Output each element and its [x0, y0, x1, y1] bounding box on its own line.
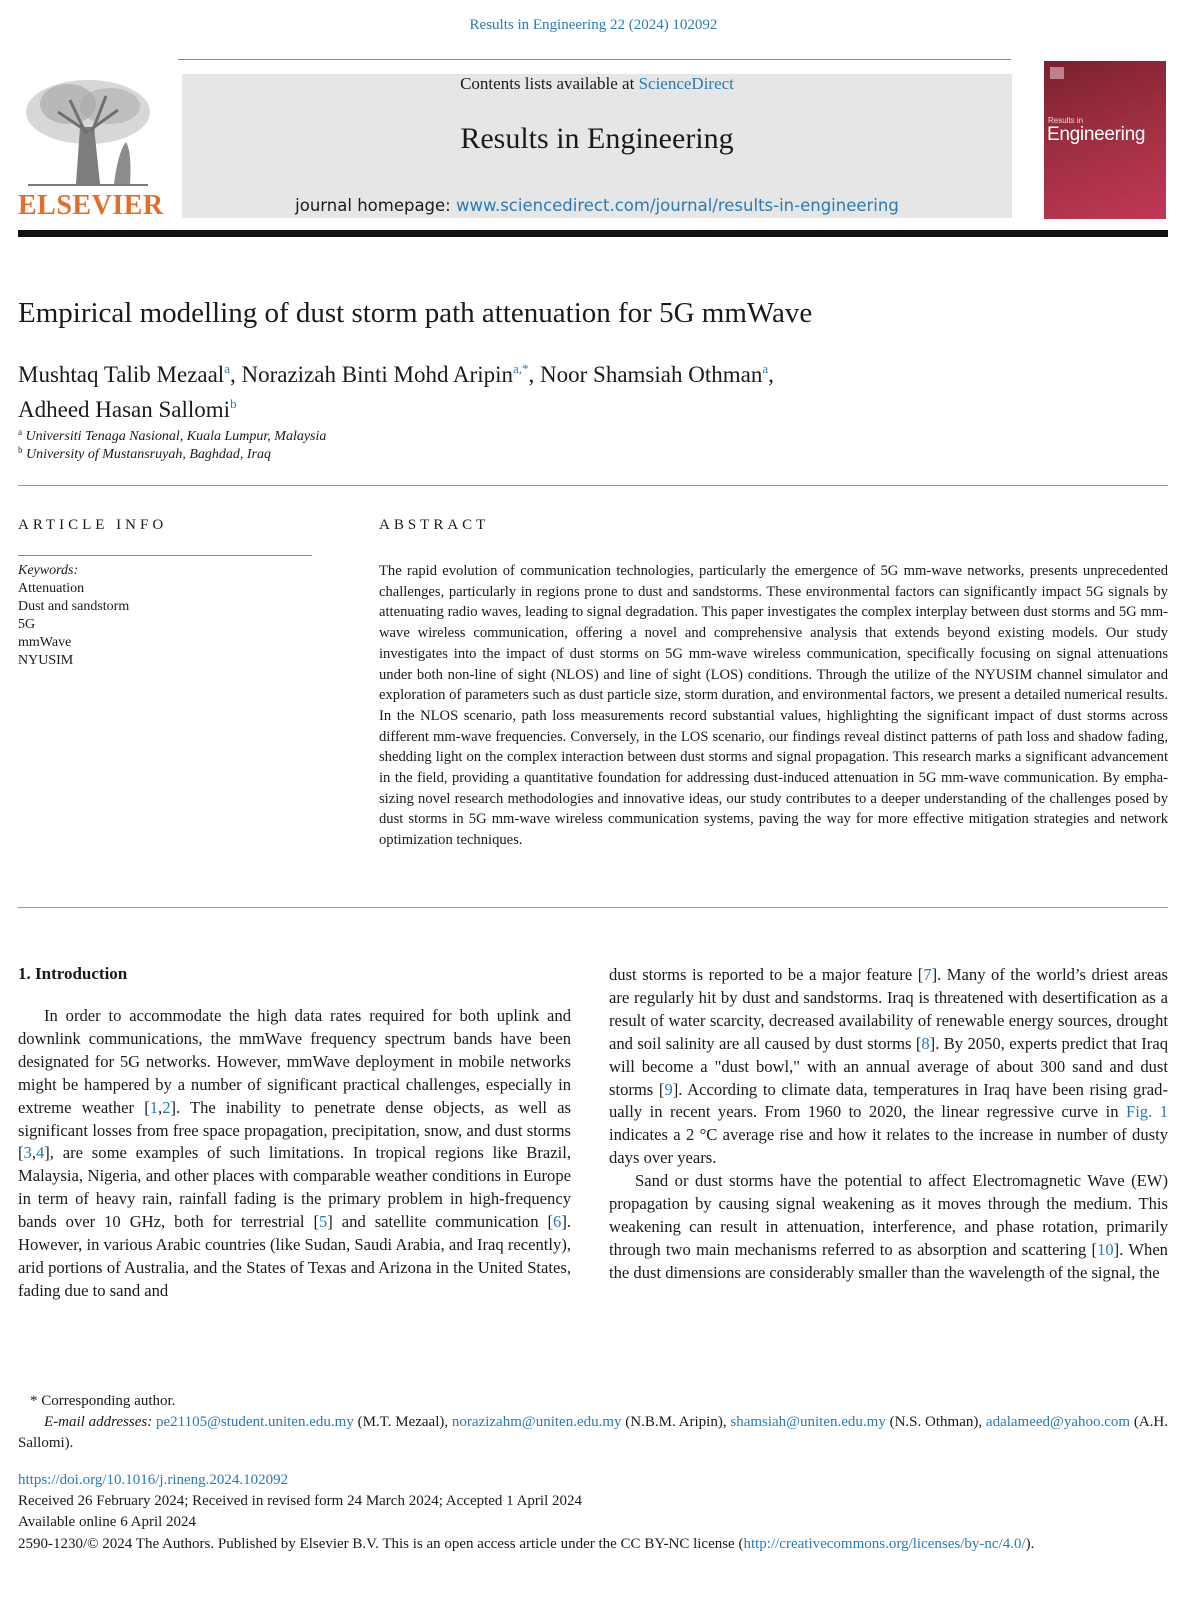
citation-link[interactable]: 8 — [921, 1033, 930, 1053]
citation-link[interactable]: 2 — [162, 1097, 171, 1117]
author-name: Mushtaq Talib Mezaal — [18, 362, 225, 387]
corresponding-author-note: * Corresponding author. — [30, 1393, 176, 1409]
license-statement: 2590-1230/© 2024 The Authors. Published by Elsevier B.V. This is an open access article under the CC BY-NC license (http://creativecommons.org/licenses/by-nc/4.0/). — [18, 1536, 1035, 1552]
contents-line: Contents lists available at ScienceDirect — [460, 74, 734, 93]
author-affil-mark[interactable]: a,* — [512, 361, 529, 376]
divider — [18, 907, 1168, 908]
publisher-logo: ELSEVIER — [18, 190, 164, 221]
email-link[interactable]: norazizahm@uniten.edu.my — [451, 1414, 622, 1430]
body-column-left — [18, 1005, 571, 1303]
citation-link[interactable]: 1 — [149, 1097, 159, 1117]
email-link[interactable]: pe21105@student.uniten.edu.my — [156, 1414, 354, 1430]
citation-link[interactable]: Fig. 1 — [1125, 1102, 1168, 1122]
cover-elsevier-mark-icon — [1050, 67, 1064, 79]
license-link[interactable]: http://creativecommons.org/licenses/by-nc/4.0/ — [743, 1536, 1026, 1552]
citation-link[interactable]: 6 — [553, 1212, 562, 1232]
body-column-right — [609, 964, 1168, 1285]
section-heading: 1. Introduction — [18, 964, 128, 983]
author-affil-mark[interactable]: a — [762, 361, 769, 376]
author-affil-mark[interactable]: b — [230, 396, 237, 411]
author-affil-mark[interactable]: a — [224, 361, 230, 376]
journal-reference: Results in Engineering 22 (2024) 102092 — [469, 17, 718, 33]
header-divider — [178, 59, 1011, 60]
available-online: Available online 6 April 2024 — [18, 1514, 197, 1530]
cover-title: Engineering — [1047, 124, 1146, 145]
affiliation: $^a$ Universiti Tenaga Nasional, Kuala Lumpur, Malaysia — [18, 427, 327, 444]
article-info-heading: ARTICLE INFO — [18, 517, 168, 533]
intro-paragraph: In order to accommodate the high data rates required for both uplink and downlink communications, the mmWave frequency spectrum bands have been designated for 5G networks. However, mmWave deployment in mobile networks might be hampered by a number of significant practical challenges, especially in extreme weather [1,2]. The inability to penetrate dense objects, as well as significant losses from free space propagation, precipitation, snow, and dust storms [3,4], are some examples of such limitations. In tropical regions like Brazil, Malaysia, Nigeria, and other places with comparable weather conditions in Europe in term of heavy rain, rainfall fading is the primary problem in high-frequency bands over 10 GHz, both for terrestrial [5] and satellite communication [6]. However, in various Arabic countries (like Sudan, Saudi Arabia, and Iraq recently), arid portions of Australia, and the States of Texas and Arizona in the United States, fading due to sand and — [18, 1006, 571, 1300]
email-addresses: E-mail addresses: pe21105@student.uniten.edu.my (M.T. Mezaal), norazizahm@uniten.edu.my (N.B.M. Aripin), shamsiah@uniten.edu.my (N.S. Othman), adalameed@yahoo.com (A.H. Sallomi). — [18, 1414, 1169, 1451]
intro-paragraph: Sand or dust storms have the potential to affect Electromagnetic Wave (EW) propagation by causing signal weakening as it moves through the medium. This weakening can result in attenuation, interference, and phase rotation, primarily through two main mechanisms referred to as absorption and scattering [10]. When the dust dimensions are considerably smaller than the wavelength of the signal, the — [609, 1171, 1168, 1282]
citation-link[interactable]: 5 — [319, 1212, 328, 1232]
intro-paragraph: dust storms is reported to be a major feature [7]. Many of the world’s driest areas are regularly hit by dust and sandstorms. Iraq is threatened with desertification as a result of water scarcity, decreased availability of renewable energy sources, drought and soil salinity are all caused by dust storms [8]. By 2050, experts predict that Iraq will become a "dust bowl," with an annual average of about 300 sand and dust storms [9]. According to climate data, temperatures in Iraq have been rising gradually in recent years. From 1960 to 2020, the linear regressive curve in Fig. 1 indicates a 2 °C average rise and how it relates to the increase in number of dusty days over years. — [609, 965, 1168, 1168]
author-list: Mushtaq Talib Mezaal$^a$, Norazizah Binti Mohd Aripin$^{a,*}$, Noor Shamsiah Othman$^a$, Adheed Hasan Sallomi$^b$ — [18, 361, 774, 422]
keyword: 5G — [18, 617, 36, 632]
article-info-divider — [18, 555, 312, 556]
keywords-label: Keywords: — [18, 563, 79, 578]
citation-link[interactable]: 4 — [35, 1143, 45, 1163]
email-link[interactable]: shamsiah@uniten.edu.my — [730, 1414, 886, 1430]
author-name: Adheed Hasan Sallomi — [18, 397, 231, 422]
citation-link[interactable]: 3 — [23, 1143, 32, 1163]
email-link[interactable]: adalameed@yahoo.com — [985, 1414, 1131, 1430]
affiliation: $^b$ University of Mustansruyah, Baghdad, Iraq — [18, 445, 271, 462]
journal-name: Results in Engineering — [460, 122, 734, 155]
received-dates: Received 26 February 2024; Received in revised form 24 March 2024; Accepted 1 April 2024 — [18, 1493, 583, 1509]
paper-title: Empirical modelling of dust storm path attenuation for 5G mmWave — [18, 297, 813, 329]
email-label: E-mail addresses: — [44, 1414, 153, 1430]
cover-subtitle: Results in — [1048, 116, 1084, 125]
keyword: Attenuation — [18, 581, 85, 596]
author-name: Norazizah Binti Mohd Aripin — [241, 362, 513, 387]
homepage-link[interactable]: www.sciencedirect.com/journal/results-in-engineering — [456, 196, 899, 215]
journal-homepage: journal homepage: www.sciencedirect.com/journal/results-in-engineering — [295, 196, 899, 215]
keyword: Dust and sandstorm — [18, 599, 130, 614]
doi-link: https://doi.org/10.1016/j.rineng.2024.102092 — [18, 1472, 289, 1488]
journal-cover-image — [1044, 61, 1166, 219]
citation-link[interactable]: 10 — [1097, 1239, 1114, 1259]
divider — [18, 485, 1168, 486]
abstract-heading: ABSTRACT — [379, 517, 490, 533]
keyword: mmWave — [18, 635, 72, 650]
abstract-text: The rapid evolution of communication technologies, particularly the emergence of 5G mm-wave networks, presents unprecedented challenges, particularly in regions prone to dust and sandstorms. These environmental factors can significantly impact 5G signals by attenuating radio waves, leading to signal degradation. This paper investigates the complex interplay between dust storms and 5G mm-wave wireless communication, offering a novel and comprehensive analysis that extends beyond existing models. Our study investigates into the impact of dust storms on 5G mm-wave wireless communication, specifically focusing on signal attenuations under both non-line of sight (NLOS) and line of sight (LOS) conditions. Through the utilize of the NYUSIM channel simulator and exploration of parameters such as dust particle size, storm duration, and environmental factors, we present a detailed numerical results. In the NLOS scenario, path loss measurements record substantial values, highlighting the significant impact of dust storms across different mm-wave frequencies. Conversely, in the LOS scenario, our findings reveal distinct patterns of path loss and shadow fading, shedding light on the complex interaction between dust storms and signal propagation. This research marks a significant advancement in the field, providing a quantitative foundation for addressing dust-induced attenuation in 5G mm-wave communication. By emphasizing novel research methodologies and innovative ideas, our study contributes to a deeper understanding of the challenges posed by dust storms in 5G mm-wave wireless communication systems, paving the way for more effective mitigation strategies and network optimization techniques. — [379, 563, 1168, 849]
citation-link[interactable]: 9 — [664, 1079, 673, 1099]
sciencedirect-link[interactable]: ScienceDirect — [638, 74, 734, 93]
header-thick-rule — [18, 230, 1168, 237]
keyword: NYUSIM — [18, 653, 74, 668]
citation-link[interactable]: 7 — [923, 965, 932, 984]
author-name: Noor Shamsiah Othman — [540, 362, 763, 387]
